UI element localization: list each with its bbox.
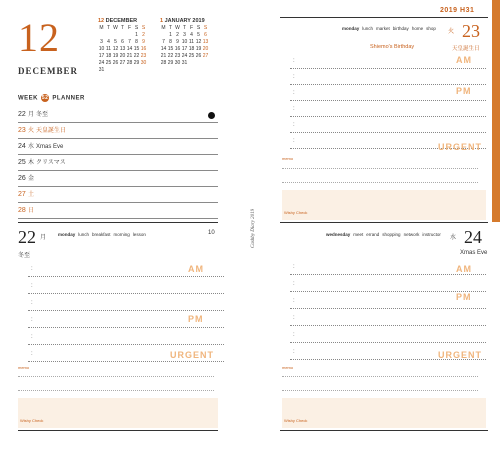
- header-word: errand: [366, 232, 380, 237]
- mini-cal-day[interactable]: 16: [140, 46, 147, 52]
- mini-cal-weekday: S: [141, 25, 146, 31]
- mini-cal-day[interactable]: 19: [195, 46, 202, 52]
- mini-cal-day[interactable]: 11: [105, 46, 112, 52]
- mini-cal-day[interactable]: 6: [204, 32, 207, 38]
- header-word: wednesday: [326, 232, 351, 237]
- mini-cal-day[interactable]: 29: [167, 60, 174, 66]
- week-row-weekday: 火: [28, 128, 35, 134]
- hour-colon: :: [293, 315, 295, 321]
- wishcheck-box: [282, 398, 486, 428]
- mini-cal-day[interactable]: 1: [135, 32, 138, 38]
- mini-cal-day[interactable]: 14: [126, 46, 133, 52]
- mini-cal-day[interactable]: 15: [167, 46, 174, 52]
- day-right-number: 10: [208, 230, 215, 236]
- mini-cal-day: [119, 67, 126, 74]
- week-planner-label: [18, 94, 85, 102]
- hour-row[interactable]: [290, 326, 486, 343]
- mini-cal-day: [126, 32, 133, 39]
- mini-cal-day[interactable]: 10: [98, 46, 105, 52]
- mini-cal-day[interactable]: 18: [188, 46, 195, 52]
- hour-row[interactable]: [28, 277, 224, 294]
- week-row-weekday: 土: [28, 192, 35, 198]
- mini-cal-day: [140, 67, 147, 74]
- mini-cal-day: [188, 60, 195, 67]
- mini-cal-day[interactable]: 9: [142, 39, 145, 45]
- mini-cal-day[interactable]: 24: [181, 53, 188, 59]
- month-name: DECEMBER: [18, 66, 79, 76]
- mini-cal-day: [126, 67, 133, 74]
- hour-row[interactable]: [290, 309, 486, 326]
- week-row[interactable]: [18, 172, 218, 187]
- mini-cal-day: [160, 67, 167, 74]
- day-note: 冬至: [18, 253, 31, 259]
- mini-cal-day: [112, 32, 119, 39]
- mini-cal-day[interactable]: 20: [119, 53, 126, 59]
- memo-label: memo: [18, 365, 30, 370]
- header-word: network: [403, 232, 420, 237]
- mini-cal-weekday: M: [161, 25, 166, 31]
- index-tab[interactable]: [492, 0, 500, 222]
- mini-cal-day: [195, 67, 202, 74]
- mini-cal-dec-name: DECEMBER: [105, 18, 138, 24]
- mini-cal-day[interactable]: 14: [160, 46, 167, 52]
- memo-line: [282, 182, 478, 183]
- mini-cal-weekday: W: [175, 25, 180, 31]
- mini-cal-day[interactable]: 13: [202, 39, 209, 45]
- urgent-tag: URGENT: [438, 142, 482, 152]
- day-number: 24: [464, 227, 482, 247]
- hour-colon: :: [31, 334, 33, 340]
- left-page: [10, 0, 224, 440]
- am-tag: AM: [456, 55, 472, 65]
- mini-cal-weekday: S: [203, 25, 208, 31]
- hour-row[interactable]: [290, 68, 486, 85]
- mini-cal-day[interactable]: 17: [181, 46, 188, 52]
- week-suffix: PLANNER: [52, 95, 85, 102]
- day-header-words: [326, 232, 444, 237]
- mini-cal-weekday: T: [120, 25, 125, 31]
- hour-colon: :: [293, 74, 295, 80]
- mini-cal-day[interactable]: 26: [195, 53, 202, 59]
- header-word: morning: [113, 232, 130, 237]
- day-weekday: 火: [448, 29, 455, 35]
- spine-text: Cashby Diary 2019: [251, 208, 256, 248]
- header-word: lunch: [362, 26, 374, 31]
- week-row[interactable]: [18, 124, 218, 139]
- mini-cal-weekday: F: [189, 25, 194, 31]
- mini-cal-day[interactable]: 5: [197, 32, 200, 38]
- mini-cal-day[interactable]: 2: [142, 32, 145, 38]
- mini-cal-day[interactable]: 3: [183, 32, 186, 38]
- mini-cal-weekday: F: [127, 25, 132, 31]
- header-word: monday: [58, 232, 76, 237]
- wishcheck-box: [18, 398, 218, 428]
- mini-cal-day[interactable]: 30: [174, 60, 181, 66]
- mini-cal-day: [167, 67, 174, 74]
- mini-cal-day[interactable]: 9: [176, 39, 179, 45]
- day-weekday: 水: [450, 235, 457, 241]
- hour-colon: :: [293, 332, 295, 338]
- mini-cal-day[interactable]: 8: [135, 39, 138, 45]
- hour-colon: :: [31, 283, 33, 289]
- day-header-words: [342, 26, 439, 31]
- mini-cal-day[interactable]: 20: [202, 46, 209, 52]
- pm-tag: PM: [456, 292, 472, 302]
- header-word: market: [376, 26, 390, 31]
- wishcheck-label: Wishy Check: [284, 418, 308, 423]
- mini-cal-day[interactable]: 22: [167, 53, 174, 59]
- mini-cal-day[interactable]: 30: [140, 60, 147, 66]
- hour-colon: :: [293, 138, 295, 144]
- mini-cal-day: [105, 32, 112, 39]
- mini-cal-day: [174, 67, 181, 74]
- mini-cal-day[interactable]: 25: [188, 53, 195, 59]
- mini-cal-weekday: S: [196, 25, 201, 31]
- mini-cal-day: [202, 60, 209, 67]
- mini-cal-day[interactable]: 1: [169, 32, 172, 38]
- memo-line: [18, 390, 214, 391]
- hour-colon: :: [31, 266, 33, 272]
- mini-cal-day[interactable]: 18: [105, 53, 112, 59]
- hour-colon: :: [293, 106, 295, 112]
- mini-cal-day: [112, 67, 119, 74]
- mini-cal-day[interactable]: 11: [188, 39, 195, 45]
- wishcheck-label: Wishy Check: [284, 210, 308, 215]
- mini-cal-day[interactable]: 4: [190, 32, 193, 38]
- urgent-tag: URGENT: [170, 350, 214, 360]
- header-word: birthday: [392, 26, 409, 31]
- week-prefix: WEEK: [18, 95, 38, 102]
- month-number: 12: [18, 15, 60, 60]
- mini-cal-day: [98, 32, 105, 39]
- week-row-note: 冬至: [36, 112, 49, 118]
- hour-colon: :: [31, 317, 33, 323]
- week-row-day: 28: [18, 207, 26, 214]
- memo-label: memo: [282, 365, 294, 370]
- year-label: 2019 H31: [440, 7, 475, 14]
- hour-row[interactable]: [290, 275, 486, 292]
- mini-cal-day[interactable]: 28: [160, 60, 167, 66]
- mini-cal-day[interactable]: 25: [105, 60, 112, 66]
- event-jp: 天皇誕生日: [452, 46, 480, 52]
- mini-cal-day[interactable]: 31: [98, 67, 105, 73]
- memo-line: [282, 390, 478, 391]
- hour-row[interactable]: [290, 100, 486, 117]
- mini-cal-day[interactable]: 12: [112, 46, 119, 52]
- hour-colon: :: [293, 90, 295, 96]
- week-row-day: 24: [18, 143, 26, 150]
- week-row-day: 27: [18, 191, 26, 198]
- pm-tag: PM: [456, 86, 472, 96]
- week-row-day: 26: [18, 175, 26, 182]
- header-word: shopping: [382, 232, 401, 237]
- mini-cal-day: [181, 67, 188, 74]
- mini-cal-day[interactable]: 8: [169, 39, 172, 45]
- week-row[interactable]: [18, 156, 218, 171]
- mini-cal-day[interactable]: 15: [133, 46, 140, 52]
- mini-cal-day[interactable]: 12: [195, 39, 202, 45]
- section-divider: [18, 222, 218, 223]
- mini-cal-day[interactable]: 26: [112, 60, 119, 66]
- mini-cal-day[interactable]: 2: [176, 32, 179, 38]
- week-row-weekday: 月: [28, 112, 35, 118]
- week-row-day: 23: [18, 127, 26, 134]
- hour-colon: :: [293, 264, 295, 270]
- header-word: home: [411, 26, 424, 31]
- mini-cal-day: [119, 32, 126, 39]
- mini-cal-dec-grid: [98, 25, 147, 74]
- mini-cal-day: [105, 67, 112, 74]
- mini-cal-jan-num: 1: [160, 18, 164, 24]
- wishcheck-box: [282, 190, 486, 220]
- mini-cal-day[interactable]: 13: [119, 46, 126, 52]
- mini-cal-day[interactable]: 6: [121, 39, 124, 45]
- urgent-tag: URGENT: [438, 350, 482, 360]
- pm-tag: PM: [188, 314, 204, 324]
- mini-cal-jan-grid: [160, 25, 209, 74]
- header-word: lesson: [132, 232, 146, 237]
- week-row-weekday: 木: [28, 160, 35, 166]
- hour-colon: :: [293, 281, 295, 287]
- hour-colon: :: [31, 351, 33, 357]
- mini-cal-weekday: T: [168, 25, 173, 31]
- mini-cal-dec-num: 12: [98, 18, 105, 24]
- header-word: shop: [426, 26, 436, 31]
- mini-cal-weekday: S: [134, 25, 139, 31]
- mini-cal-day: [202, 67, 209, 74]
- hour-colon: :: [293, 298, 295, 304]
- mini-cal-day[interactable]: 22: [133, 53, 140, 59]
- week-row-day: 22: [18, 111, 26, 118]
- week-row-weekday: 水: [28, 144, 35, 150]
- bottom-divider: [280, 430, 488, 431]
- mini-cal-day[interactable]: 23: [140, 53, 147, 59]
- mini-cal-day: [188, 67, 195, 74]
- mini-cal-day[interactable]: 16: [174, 46, 181, 52]
- mini-cal-weekday: M: [99, 25, 104, 31]
- week-row-weekday: 金: [28, 176, 35, 182]
- day-number: 22: [18, 227, 36, 247]
- wishcheck-label: Wishy Check: [20, 418, 44, 423]
- mini-cal-day[interactable]: 19: [112, 53, 119, 59]
- right-page: [276, 0, 490, 440]
- hour-row[interactable]: [290, 116, 486, 133]
- mini-cal-day[interactable]: 24: [98, 60, 105, 66]
- day-header-words: [58, 232, 149, 237]
- mini-cal-day[interactable]: 17: [98, 53, 105, 59]
- event-en: Shiemo's Birthday: [370, 44, 415, 50]
- memo-line: [18, 376, 214, 377]
- week-row-note: クリスマス: [36, 160, 66, 166]
- mini-cal-day[interactable]: 10: [181, 39, 188, 45]
- mini-cal-day[interactable]: 7: [162, 39, 165, 45]
- hour-row[interactable]: [28, 294, 224, 311]
- mini-calendar-december: [98, 18, 147, 74]
- mini-cal-day[interactable]: 31: [181, 60, 188, 66]
- mini-cal-day[interactable]: 28: [126, 60, 133, 66]
- mini-calendar-january: [160, 18, 209, 74]
- week-row[interactable]: [18, 204, 218, 219]
- mini-cal-day[interactable]: 7: [128, 39, 131, 45]
- mini-cal-day: [133, 67, 140, 74]
- mini-cal-jan-name: JANUARY 2019: [164, 18, 205, 24]
- week-row-note: 天皇誕生日: [36, 128, 67, 134]
- top-divider: [280, 17, 488, 18]
- mini-cal-day[interactable]: 5: [114, 39, 117, 45]
- hour-colon: :: [293, 349, 295, 355]
- hour-colon: :: [31, 300, 33, 306]
- header-word: instructor: [422, 232, 441, 237]
- mini-cal-weekday: W: [113, 25, 118, 31]
- mini-cal-weekday: T: [182, 25, 187, 31]
- am-tag: AM: [456, 264, 472, 274]
- header-word: monday: [342, 26, 360, 31]
- week-row[interactable]: [18, 108, 218, 123]
- am-tag: AM: [188, 264, 204, 274]
- header-word: lunch: [78, 232, 90, 237]
- day-note: Xmas Eve: [460, 250, 488, 256]
- memo-line: [282, 376, 478, 377]
- mini-cal-day[interactable]: 27: [202, 53, 209, 59]
- day-weekday: 月: [40, 235, 47, 241]
- header-word: breakfast: [92, 232, 111, 237]
- week-number: 52: [41, 95, 49, 101]
- week-row-day: 25: [18, 159, 26, 166]
- day-number: 23: [462, 21, 480, 41]
- mini-cal-day[interactable]: 3: [100, 39, 103, 45]
- hour-colon: :: [293, 58, 295, 64]
- section-divider: [280, 222, 488, 223]
- memo-label: memo: [282, 156, 294, 161]
- week-row[interactable]: [18, 140, 218, 155]
- mini-cal-weekday: T: [106, 25, 111, 31]
- header-word: meet: [353, 232, 364, 237]
- hour-colon: :: [293, 122, 295, 128]
- mini-cal-day[interactable]: 21: [160, 53, 167, 59]
- mini-cal-day[interactable]: 4: [107, 39, 110, 45]
- memo-line: [282, 168, 478, 169]
- bottom-divider: [18, 430, 218, 431]
- mini-cal-day[interactable]: 21: [126, 53, 133, 59]
- mini-cal-day: [195, 60, 202, 67]
- week-row[interactable]: [18, 188, 218, 203]
- mini-cal-day[interactable]: 23: [174, 53, 181, 59]
- mini-cal-day[interactable]: 29: [133, 60, 140, 66]
- mini-cal-day: [160, 32, 167, 39]
- week-row-note: Xmas Eve: [36, 144, 64, 150]
- hour-row[interactable]: [28, 328, 224, 345]
- week-row-weekday: 日: [28, 208, 35, 214]
- mini-cal-day[interactable]: 27: [119, 60, 126, 66]
